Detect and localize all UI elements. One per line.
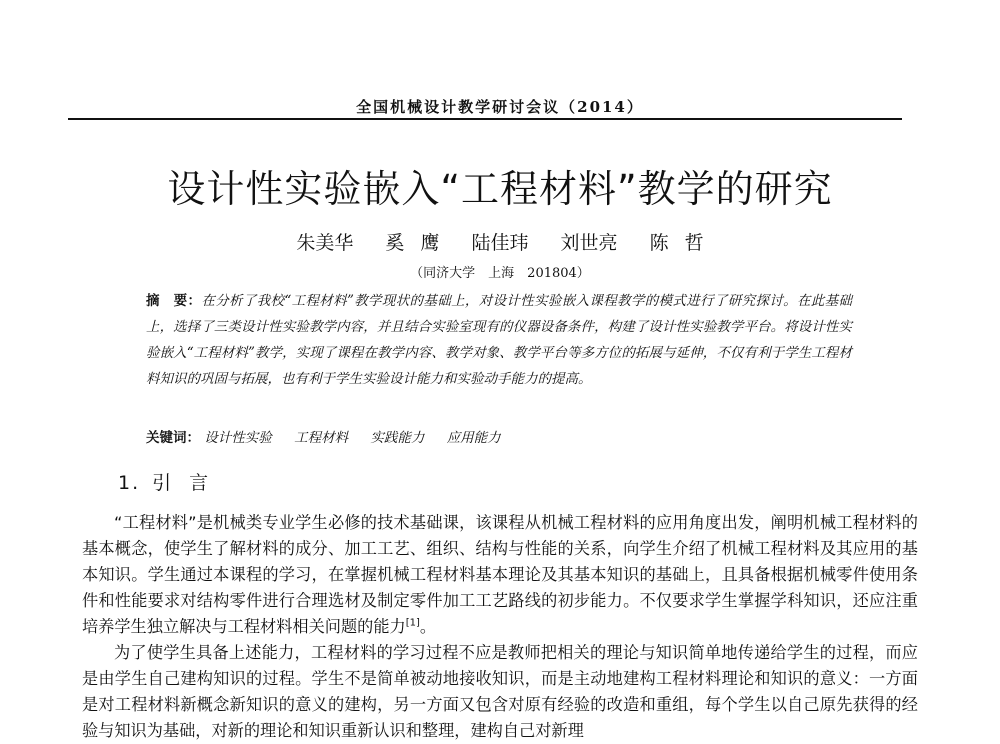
section-heading [118, 468, 226, 495]
author: 奚 鹰 [385, 232, 440, 254]
abstract-label: 摘 要： [146, 293, 202, 309]
keywords-label: 关键词： [146, 430, 200, 446]
affiliation: （同济大学 上海 201804） [410, 266, 590, 281]
keywords [146, 426, 852, 446]
abstract-text: 在分析了我校“工程材料”教学现状的基础上，对设计性实验嵌入课程教学的模式进行了研究探讨。在此基础上，选择了三类设计性实验教学内容，并且结合实验室现有的仪器设备条件，构建了设计性实验教学平台。将设计性实验嵌入“工程材料”教学，实现了课程在教学内容、教学对象、教学平台等多方位的拓展与延伸，不仅有利于学生工程材料知识的巩固与拓展，也有利于学生实验设计能力和实验动手能力的提高。 [146, 293, 853, 387]
paragraph-text: 为了使学生具备上述能力，工程材料的学习过程不应是教师把相关的理论与知识简单地传递给学生的过程，而应是由学生自己建构知识的过程。学生不是简单被动地接收知识，而是主动地建构工程材料理论和知识的意义：一方面是对工程材料新概念新知识的意义的建构，另一方面又包含对原有经验的改造和重组，每个学生以自己原先获得的经验与知识为基础，对新的理论和知识重新认识和整理，建构自己对新理 [82, 643, 918, 740]
paragraph-text: “工程材料”是机械类专业学生必修的技术基础课，该课程从机械工程材料的应用角度出发，阐明机械工程材料的基本概念，使学生了解材料的成分、加工工艺、组织、结构与性能的关系，向学生介绍了机械工程材料及其应用的基本知识。学生通过本课程的学习，在掌握机械工程材料基本理论及其基本知识的基础上，且具备根据机械零件使用条件和性能要求对结构零件进行合理选材及制定零件加工工艺路线的初步能力。不仅要求学生掌握学科知识，还应注重培养学生独立解决与工程材料相关问题的能力 [82, 513, 918, 636]
citation[interactable]: [1] [405, 617, 420, 629]
paragraph [82, 510, 918, 640]
body-text [82, 510, 918, 744]
author: 陈 哲 [649, 232, 704, 254]
section-number: 1. [118, 472, 141, 494]
abstract [146, 288, 852, 392]
author-list [0, 228, 1000, 255]
section-title: 引言 [152, 472, 227, 494]
keyword: 工程材料 [294, 430, 349, 446]
author: 朱美华 [296, 232, 354, 254]
keyword: 应用能力 [446, 430, 501, 446]
header-rule [68, 118, 902, 120]
paper-title: 设计性实验嵌入“工程材料”教学的研究 [167, 167, 833, 211]
running-header: 全国机械设计教学研讨会议（2014） [356, 98, 644, 116]
author: 刘世亮 [560, 232, 618, 254]
keyword: 实践能力 [370, 430, 425, 446]
paragraph [82, 640, 918, 744]
author: 陆佳玮 [471, 232, 529, 254]
keyword: 设计性实验 [204, 430, 272, 446]
paragraph-tail: 。 [419, 617, 437, 636]
